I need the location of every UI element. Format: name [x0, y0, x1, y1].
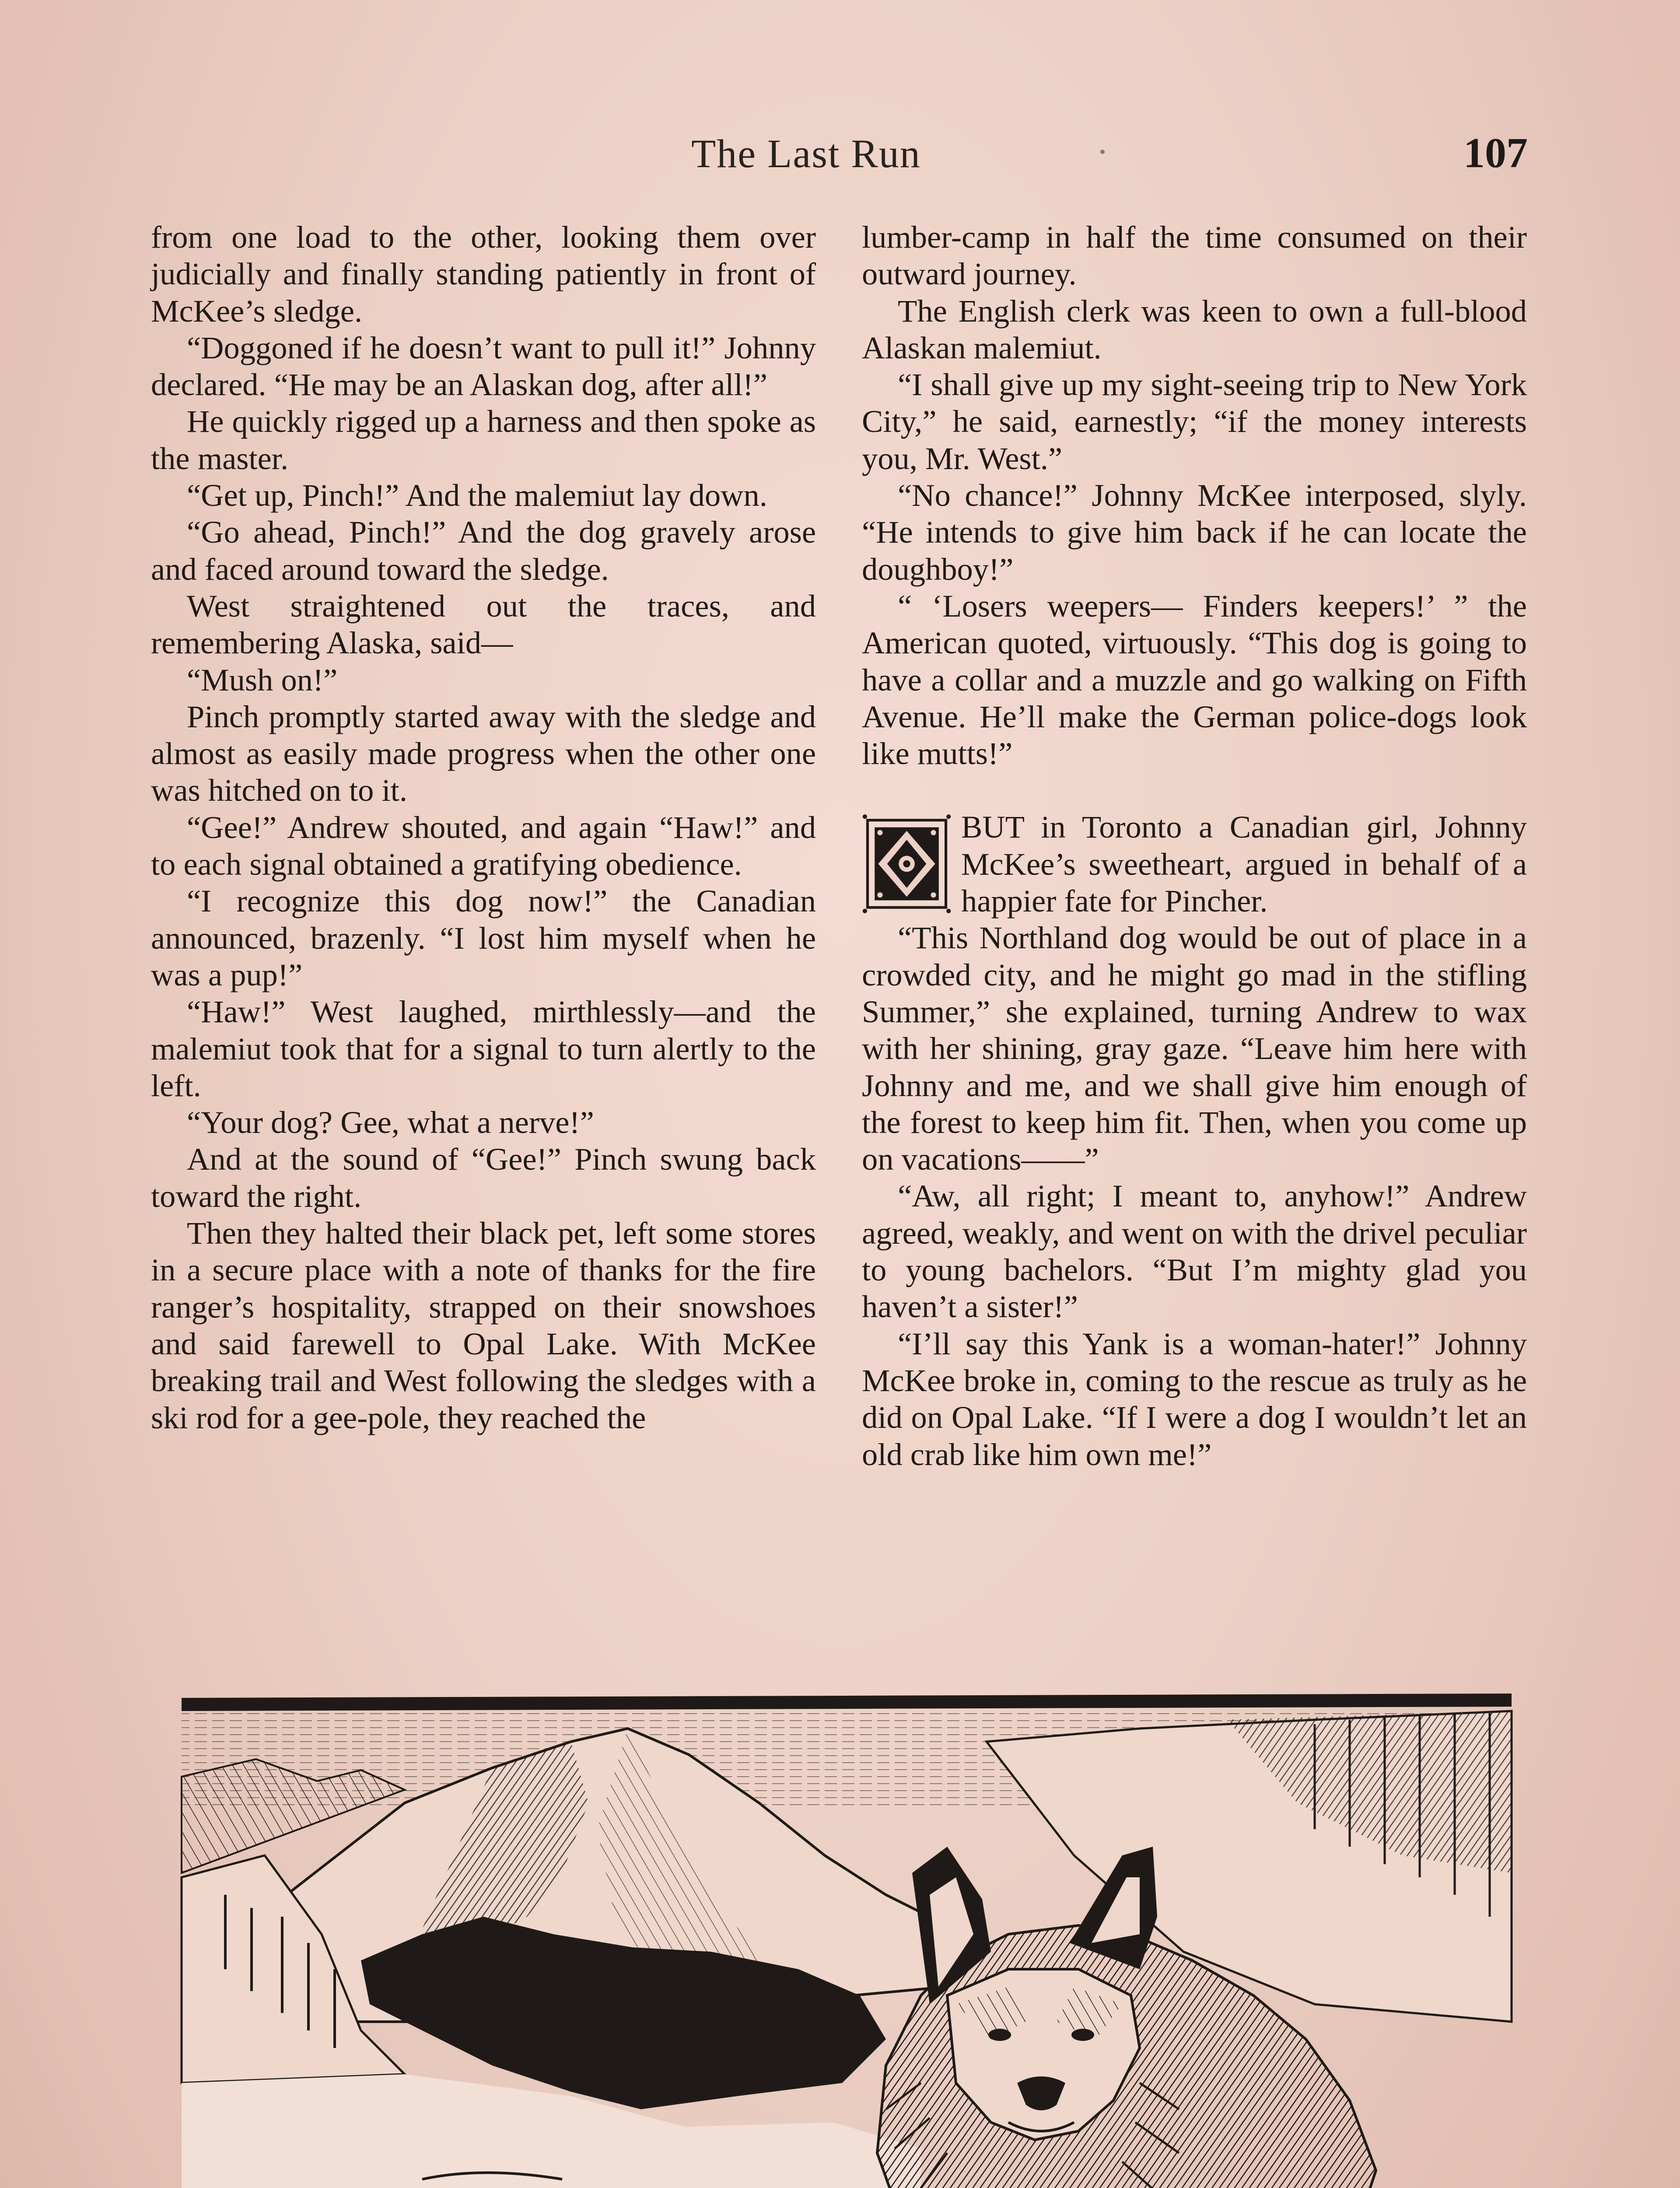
paragraph: The English clerk was keen to own a full-blood Alaskan malemiut.: [862, 293, 1527, 365]
paragraph: “Your dog? Gee, what a nerve!”: [187, 1105, 594, 1140]
paragraph: “This Northland dog would be out of place in a crowded city, and he might go mad in the stifling Summer,” she explained, turning Andrew to wax with her shining, gray gaze. “Leave him here with Johnny and me, and we shall give him enough of the forest to keep him fit. Then, when you come up on vacations——”: [862, 920, 1527, 1177]
paragraph: “I shall give up my sight-seeing trip to New York City,” he said, earnestly; “if the money interests you, Mr. West.”: [862, 367, 1527, 476]
paragraph: “Get up, Pinch!” And the malemiut lay down.: [187, 477, 767, 513]
paragraph: And at the sound of “Gee!” Pinch swung back toward the right.: [151, 1141, 816, 1214]
paragraph: “Haw!” West laughed, mirthlessly—and the malemiut took that for a signal to turn alertly to the left.: [151, 994, 816, 1103]
running-title: The Last Run: [691, 131, 921, 176]
paragraph: Pinch promptly started away with the sledge and almost as easily made progress when the other one was hitched on to it.: [151, 698, 816, 808]
paragraph: “Go ahead, Pinch!” And the dog gravely arose and faced around toward the sledge.: [151, 514, 816, 587]
paragraph: from one load to the other, looking them over judicially and finally standing patiently in front of McKee’s sledge.: [151, 219, 816, 329]
paragraph: “No chance!” Johnny McKee interposed, slyly. “He intends to give him back if he can locate the doughboy!”: [862, 477, 1527, 587]
paragraph: “I’ll say this Yank is a woman-hater!” Johnny McKee broke in, coming to the rescue as truly as he did on Opal Lake. “If I were a dog I wouldn’t let an old crab like him own me!”: [862, 1325, 1527, 1472]
paragraph: “I recognize this dog now!” the Canadian announced, brazenly. “I lost him myself when he was a pup!”: [151, 883, 816, 992]
header-dot: [1100, 150, 1105, 154]
paragraph: West straightened out the traces, and remembering Alaska, said—: [151, 588, 816, 661]
section-opening-text: BUT in Toronto a Canadian girl, Johnny McKee’s sweetheart, argued in behalf of a happier fate for Pincher.: [961, 809, 1527, 919]
paragraph: He quickly rigged up a harness and then spoke as the master.: [151, 403, 816, 476]
paragraph: “Doggoned if he doesn’t want to pull it!” Johnny declared. “He may be an Alaskan dog, after all!”: [151, 330, 816, 403]
page-number: 107: [1463, 130, 1528, 177]
section-break: [862, 772, 1527, 809]
paragraph: “ ‘Losers weepers— Finders keepers!’ ” the American quoted, virtuously. “This dog is going to have a collar and a muzzle and go walking on Fifth Avenue. He’ll make the German police-dogs look like mutts!”: [862, 588, 1527, 771]
section-opening-paragraph: [862, 809, 1527, 919]
paragraph: “Aw, all right; I meant to, anyhow!” Andrew agreed, weakly, and went on with the drivel peculiar to young bachelors. “But I’m mighty glad you haven’t a sister!”: [862, 1178, 1527, 1325]
paragraph: Then they halted their black pet, left some stores in a secure place with a note of thanks for the fire ranger’s hospitality, strapped on their snowshoes and said farewell to Opal Lake. With McKee breaking trail and West following the sledges with a ski rod for a gee-pole, they reached the: [151, 1215, 816, 1435]
running-header: [0, 118, 1680, 188]
left-column: [151, 219, 816, 1436]
section-ornament-icon: [862, 813, 952, 915]
paragraph: “Gee!” Andrew shouted, and again “Haw!” and to each signal obtained a gratifying obedience.: [151, 809, 816, 882]
paragraph: lumber-camp in half the time consumed on their outward journey.: [862, 219, 1527, 292]
right-column: [862, 219, 1527, 1473]
mountain-wolf-illustration-icon: [177, 1689, 1516, 2188]
paragraph: “Mush on!”: [187, 662, 338, 698]
